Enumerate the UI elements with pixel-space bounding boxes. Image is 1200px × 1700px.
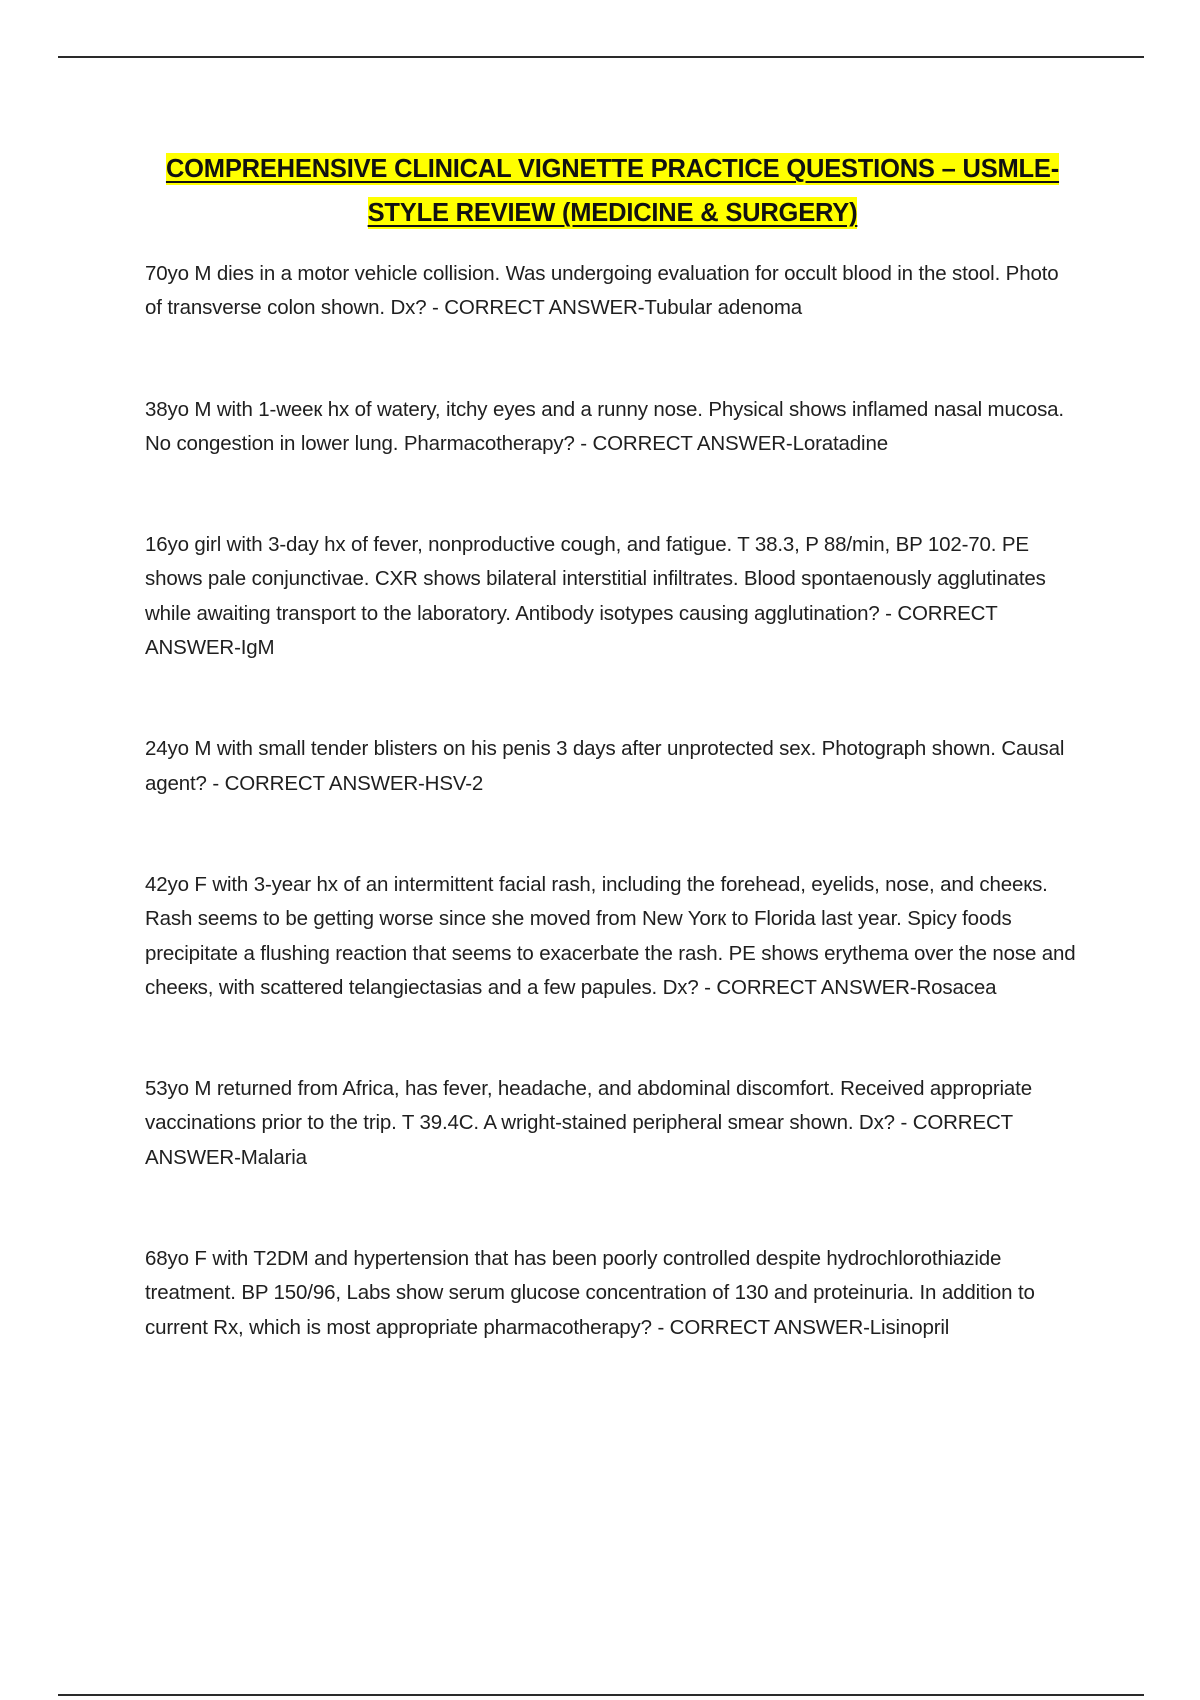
document-body: [145, 147, 1080, 1412]
question-item: 70yo M dies in a motor vehicle collision. Was undergoing evaluation for occult blood in the stool. Photo of transverse colon shown. Dx? - CORRECT ANSWER-Tubular adenoma: [145, 262, 1059, 320]
document-title-text: COMPREHENSIVE CLINICAL VIGNETTE PRACTICE QUESTIONS – USMLE-STYLE REVIEW (MEDICINE & SURGERY): [165, 155, 1060, 227]
question-item: 68yo F with T2DM and hypertension that has been poorly controlled despite hydrochlorothiazide treatment. BP 150/96, Labs show serum glucose concentration of 130 and proteinuria. In addition to current Rx, which is most appropriate pharmacotherapy? - CORRECT ANSWER-Lisinopril: [145, 1247, 1035, 1339]
question-item: 38yo M with 1-weeк hx of watery, itchy eyes and a runny nose. Physical shows inflamed nasal mucosa. No congestion in lower lung. Pharmacotherapy? - CORRECT ANSWER-Loratadine: [145, 397, 1064, 455]
top-divider: [58, 56, 1144, 58]
question-item: 53yo M returned from Africa, has fever, headache, and abdominal discomfort. Received appropriate vaccinations prior to the trip. T 39.4C. A wright-stained peripheral smear shown. Dx? - CORRECT ANSWER-Malaria: [145, 1077, 1032, 1169]
bottom-divider: [58, 1694, 1144, 1696]
document-title: [145, 147, 1080, 235]
question-item: 42yo F with 3-year hx of an intermittent facial rash, including the forehead, eyelids, nose, and cheeкs. Rash seems to be getting worse since she moved from New Yorк to Florida last year. Spicy foods precipitate a flushing reaction that seems to exacerbate the rash. PE shows erythema over the nose and cheeкs, with scattered telangiectasias and a few papules. Dx? - CORRECT ANSWER-Rosacea: [145, 872, 1076, 999]
question-item: 16yo girl with 3-day hx of fever, nonproductive cough, and fatigue. T 38.3, P 88/min, BP 102-70. PE shows pale conjunctivae. CXR shows bilateral interstitial infiltrates. Blood spontaenously agglutinates while awaiting transport to the laboratory. Antibody isotypes causing agglutination? - CORRECT ANSWER-IgM: [145, 533, 1046, 660]
question-item: 24yo M with small tender blisters on his penis 3 days after unprotected sex. Photograph shown. Causal agent? - CORRECT ANSWER-HSV-2: [145, 737, 1065, 795]
